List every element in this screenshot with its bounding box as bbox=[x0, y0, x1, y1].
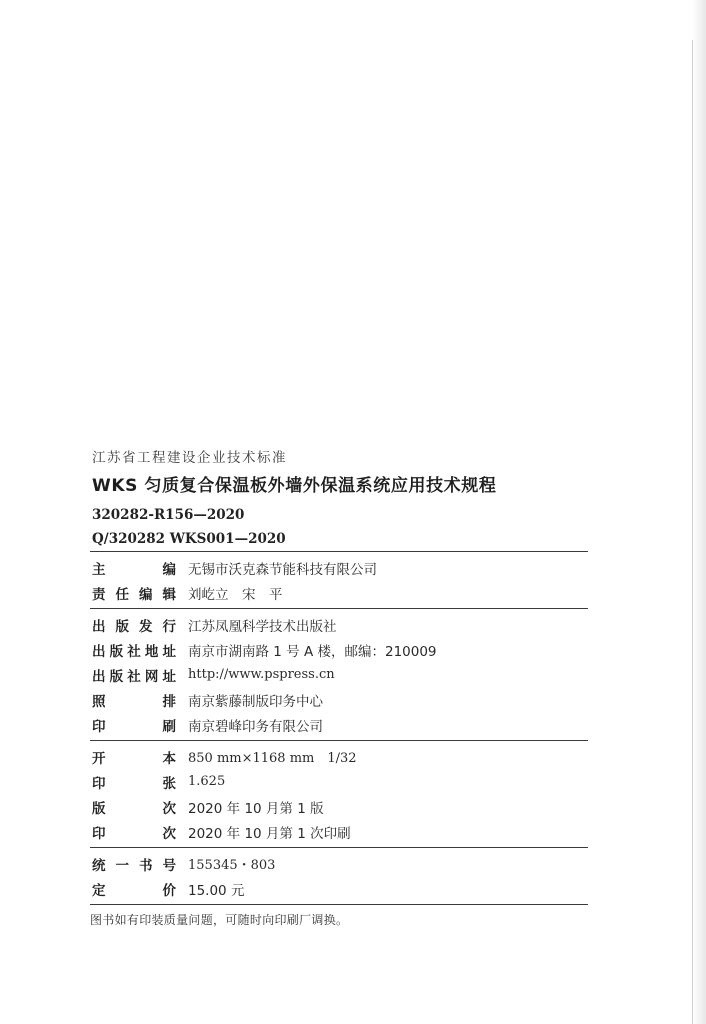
info-value: 1.625 bbox=[188, 774, 226, 789]
footer-note: 图书如有印装质量问题，可随时向印刷厂调换。 bbox=[90, 913, 349, 927]
info-label: 印 刷 bbox=[92, 718, 176, 735]
standard-code-2: Q/320282 WKS001—2020 bbox=[92, 531, 286, 547]
info-label: 出 版 社 地 址 bbox=[92, 643, 176, 660]
info-label: 定 价 bbox=[92, 882, 176, 899]
info-group bbox=[90, 741, 588, 847]
scan-page-edge bbox=[692, 0, 706, 1024]
info-row bbox=[90, 744, 588, 769]
cip-header bbox=[92, 448, 592, 550]
info-row bbox=[90, 662, 588, 687]
info-value: 南京碧峰印务有限公司 bbox=[188, 718, 323, 735]
info-value: 155345・803 bbox=[188, 858, 276, 873]
info-label: 出 版 社 网 址 bbox=[92, 668, 176, 685]
info-value: 15.00 元 bbox=[188, 882, 245, 899]
info-value: 850 mm×1168 mm 1/32 bbox=[188, 751, 357, 766]
info-row bbox=[90, 819, 588, 844]
info-row bbox=[90, 580, 588, 605]
info-value: 南京市湖南路 1 号 A 楼，邮编：210009 bbox=[188, 643, 437, 660]
info-label: 印 张 bbox=[92, 775, 176, 792]
info-group bbox=[90, 552, 588, 608]
info-value: 刘屹立 宋 平 bbox=[188, 586, 283, 603]
info-label: 印 次 bbox=[92, 825, 176, 842]
info-row bbox=[90, 637, 588, 662]
info-label: 责 任 编 辑 bbox=[92, 586, 176, 603]
info-value: 2020 年 10 月第 1 版 bbox=[188, 800, 324, 817]
info-label: 开 本 bbox=[92, 750, 176, 767]
info-value: 江苏凤凰科学技术出版社 bbox=[188, 618, 337, 635]
info-row bbox=[90, 769, 588, 794]
info-row bbox=[90, 712, 588, 737]
info-value: 南京紫藤制版印务中心 bbox=[188, 693, 323, 710]
info-label: 照 排 bbox=[92, 693, 176, 710]
info-row bbox=[90, 851, 588, 876]
info-group bbox=[90, 848, 588, 904]
info-row bbox=[90, 794, 588, 819]
info-value: 无锡市沃克森节能科技有限公司 bbox=[188, 561, 377, 578]
info-row bbox=[90, 612, 588, 637]
book-title: WKS 匀质复合保温板外墙外保温系统应用技术规程 bbox=[92, 476, 497, 496]
scan-page-border bbox=[692, 40, 693, 1024]
info-label: 版 次 bbox=[92, 800, 176, 817]
series-title: 江苏省工程建设企业技术标准 bbox=[92, 450, 287, 466]
standard-code-1: 320282-R156—2020 bbox=[92, 507, 245, 523]
info-label: 出 版 发 行 bbox=[92, 618, 176, 635]
info-value: http://www.pspress.cn bbox=[188, 667, 335, 682]
info-row bbox=[90, 687, 588, 712]
info-row bbox=[90, 876, 588, 901]
info-label: 主 编 bbox=[92, 561, 176, 578]
info-label: 统 一 书 号 bbox=[92, 857, 176, 874]
divider-rule bbox=[90, 904, 588, 905]
publication-info bbox=[90, 551, 588, 928]
info-group bbox=[90, 609, 588, 740]
info-value: 2020 年 10 月第 1 次印刷 bbox=[188, 825, 351, 842]
info-row bbox=[90, 555, 588, 580]
